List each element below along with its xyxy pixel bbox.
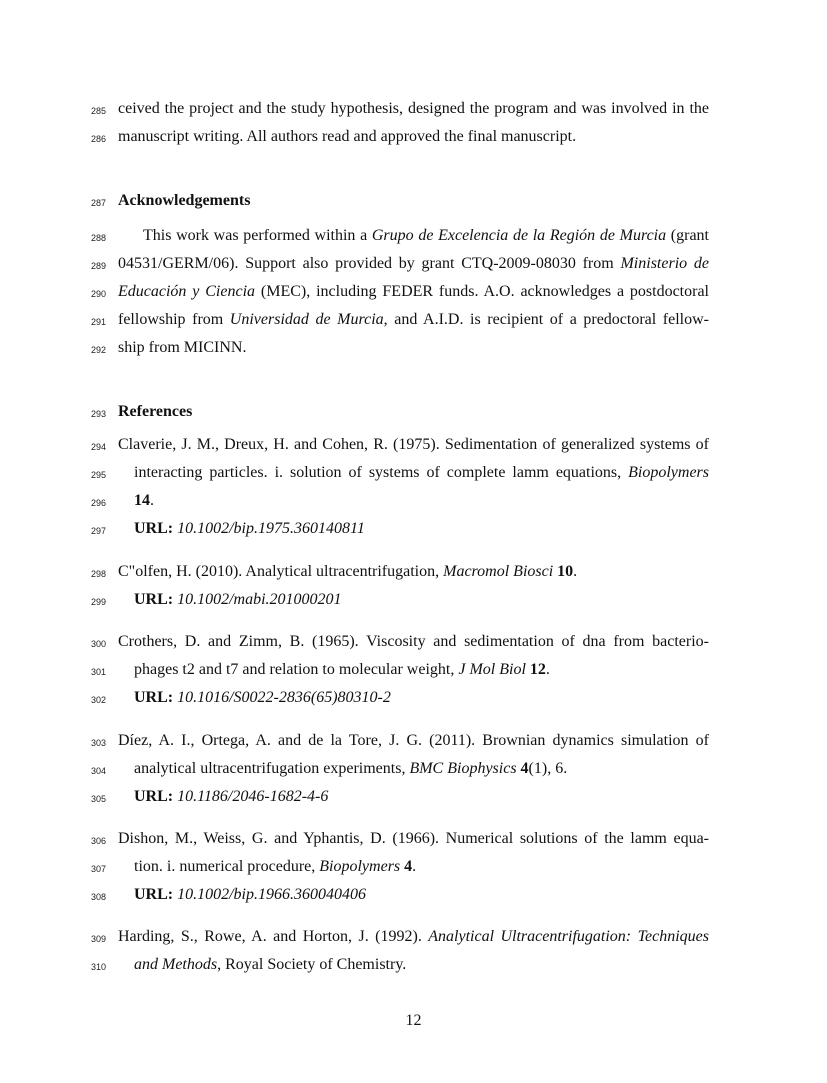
reference-line bbox=[0, 857, 827, 885]
line-number: 287 bbox=[90, 198, 106, 208]
line-number: 296 bbox=[90, 498, 106, 508]
acknowledgements-text: 04531/GERM/06). Support also provided by grant CTQ-2009-08030 from Ministerio de bbox=[118, 255, 709, 272]
reference-line bbox=[0, 562, 827, 590]
reference-text: Harding, S., Rowe, A. and Horton, J. (1992). Analytical Ultracentrifugation: Techniques bbox=[118, 928, 709, 945]
line-number: 295 bbox=[90, 470, 106, 480]
reference-line bbox=[0, 885, 827, 913]
line-number: 286 bbox=[90, 134, 106, 144]
reference-line bbox=[0, 519, 827, 547]
reference-text: Claverie, J. M., Dreux, H. and Cohen, R. (1975). Sedimentation of generalized systems of bbox=[118, 436, 709, 453]
reference-line bbox=[0, 955, 827, 983]
line-number: 288 bbox=[90, 233, 106, 243]
line-number: 298 bbox=[90, 569, 106, 579]
line-number: 302 bbox=[90, 695, 106, 705]
line-number: 305 bbox=[90, 794, 106, 804]
line-number: 304 bbox=[90, 766, 106, 776]
reference-text: Dishon, M., Weiss, G. and Yphantis, D. (1966). Numerical solutions of the lamm equa- bbox=[118, 830, 709, 847]
acknowledgements-text: ship from MICINN. bbox=[118, 339, 247, 356]
reference-line bbox=[0, 463, 827, 491]
line-number: 297 bbox=[90, 526, 106, 536]
reference-text: interacting particles. i. solution of systems of complete lamm equations, Biopolymers bbox=[134, 464, 709, 481]
text-line bbox=[0, 282, 827, 310]
line-number: 285 bbox=[90, 106, 106, 116]
reference-url[interactable]: URL: 10.1002/bip.1966.360040406 bbox=[134, 886, 366, 903]
reference-line bbox=[0, 829, 827, 857]
text-line bbox=[0, 226, 827, 254]
text-line bbox=[0, 191, 827, 219]
reference-url[interactable]: URL: 10.1186/2046-1682-4-6 bbox=[134, 788, 329, 805]
acknowledgements-heading: Acknowledgements bbox=[118, 192, 251, 209]
acknowledgements-text: fellowship from Universidad de Murcia, and A.I.D. is recipient of a predoctoral fellow- bbox=[118, 311, 709, 328]
line-number: 299 bbox=[90, 597, 106, 607]
line-number: 307 bbox=[90, 864, 106, 874]
line-number: 309 bbox=[90, 934, 106, 944]
reference-line bbox=[0, 491, 827, 519]
contributions-text: manuscript writing. All authors read and approved the final manuscript. bbox=[118, 128, 577, 145]
text-line bbox=[0, 402, 827, 430]
line-number: 303 bbox=[90, 738, 106, 748]
line-number: 308 bbox=[90, 892, 106, 902]
line-number: 301 bbox=[90, 667, 106, 677]
reference-text: tion. i. numerical procedure, Biopolymers 4. bbox=[134, 858, 417, 875]
line-number: 290 bbox=[90, 289, 106, 299]
reference-line bbox=[0, 787, 827, 815]
line-number: 310 bbox=[90, 962, 106, 972]
page-number: 12 bbox=[405, 1012, 422, 1029]
reference-line bbox=[0, 660, 827, 688]
contributions-text: ceived the project and the study hypothesis, designed the program and was involved in the bbox=[118, 100, 709, 117]
text-line bbox=[0, 254, 827, 282]
line-number: 291 bbox=[90, 317, 106, 327]
line-number: 294 bbox=[90, 442, 106, 452]
line-number: 293 bbox=[90, 409, 106, 419]
reference-text: C"olfen, H. (2010). Analytical ultracentrifugation, Macromol Biosci 10. bbox=[118, 563, 578, 580]
reference-text: analytical ultracentrifugation experiments, BMC Biophysics 4(1), 6. bbox=[134, 760, 568, 777]
acknowledgements-text: This work was performed within a Grupo de Excelencia de la Región de Murcia (grant bbox=[143, 227, 710, 244]
reference-url[interactable]: URL: 10.1002/mabi.201000201 bbox=[134, 591, 342, 608]
text-line bbox=[0, 127, 827, 155]
reference-line bbox=[0, 688, 827, 716]
text-line bbox=[0, 99, 827, 127]
line-number: 289 bbox=[90, 261, 106, 271]
reference-line bbox=[0, 731, 827, 759]
line-number: 300 bbox=[90, 639, 106, 649]
line-number: 306 bbox=[90, 836, 106, 846]
reference-text: and Methods, Royal Society of Chemistry. bbox=[134, 956, 407, 973]
references-heading: References bbox=[118, 403, 193, 420]
acknowledgements-text: Educación y Ciencia (MEC), including FEDER funds. A.O. acknowledges a postdoctoral bbox=[118, 283, 710, 300]
reference-line bbox=[0, 759, 827, 787]
reference-text: Díez, A. I., Ortega, A. and de la Tore, J. G. (2011). Brownian dynamics simulation of bbox=[118, 732, 709, 749]
reference-line bbox=[0, 435, 827, 463]
reference-line bbox=[0, 590, 827, 618]
reference-line bbox=[0, 927, 827, 955]
reference-url[interactable]: URL: 10.1016/S0022-2836(65)80310-2 bbox=[134, 689, 391, 706]
reference-url[interactable]: URL: 10.1002/bip.1975.360140811 bbox=[134, 520, 365, 537]
reference-line bbox=[0, 632, 827, 660]
reference-text: phages t2 and t7 and relation to molecular weight, J Mol Biol 12. bbox=[134, 661, 550, 678]
text-line bbox=[0, 338, 827, 366]
line-number: 292 bbox=[90, 345, 106, 355]
reference-text: Crothers, D. and Zimm, B. (1965). Viscosity and sedimentation of dna from bacterio- bbox=[118, 633, 709, 650]
reference-text: 14. bbox=[134, 492, 154, 509]
text-line bbox=[0, 310, 827, 338]
